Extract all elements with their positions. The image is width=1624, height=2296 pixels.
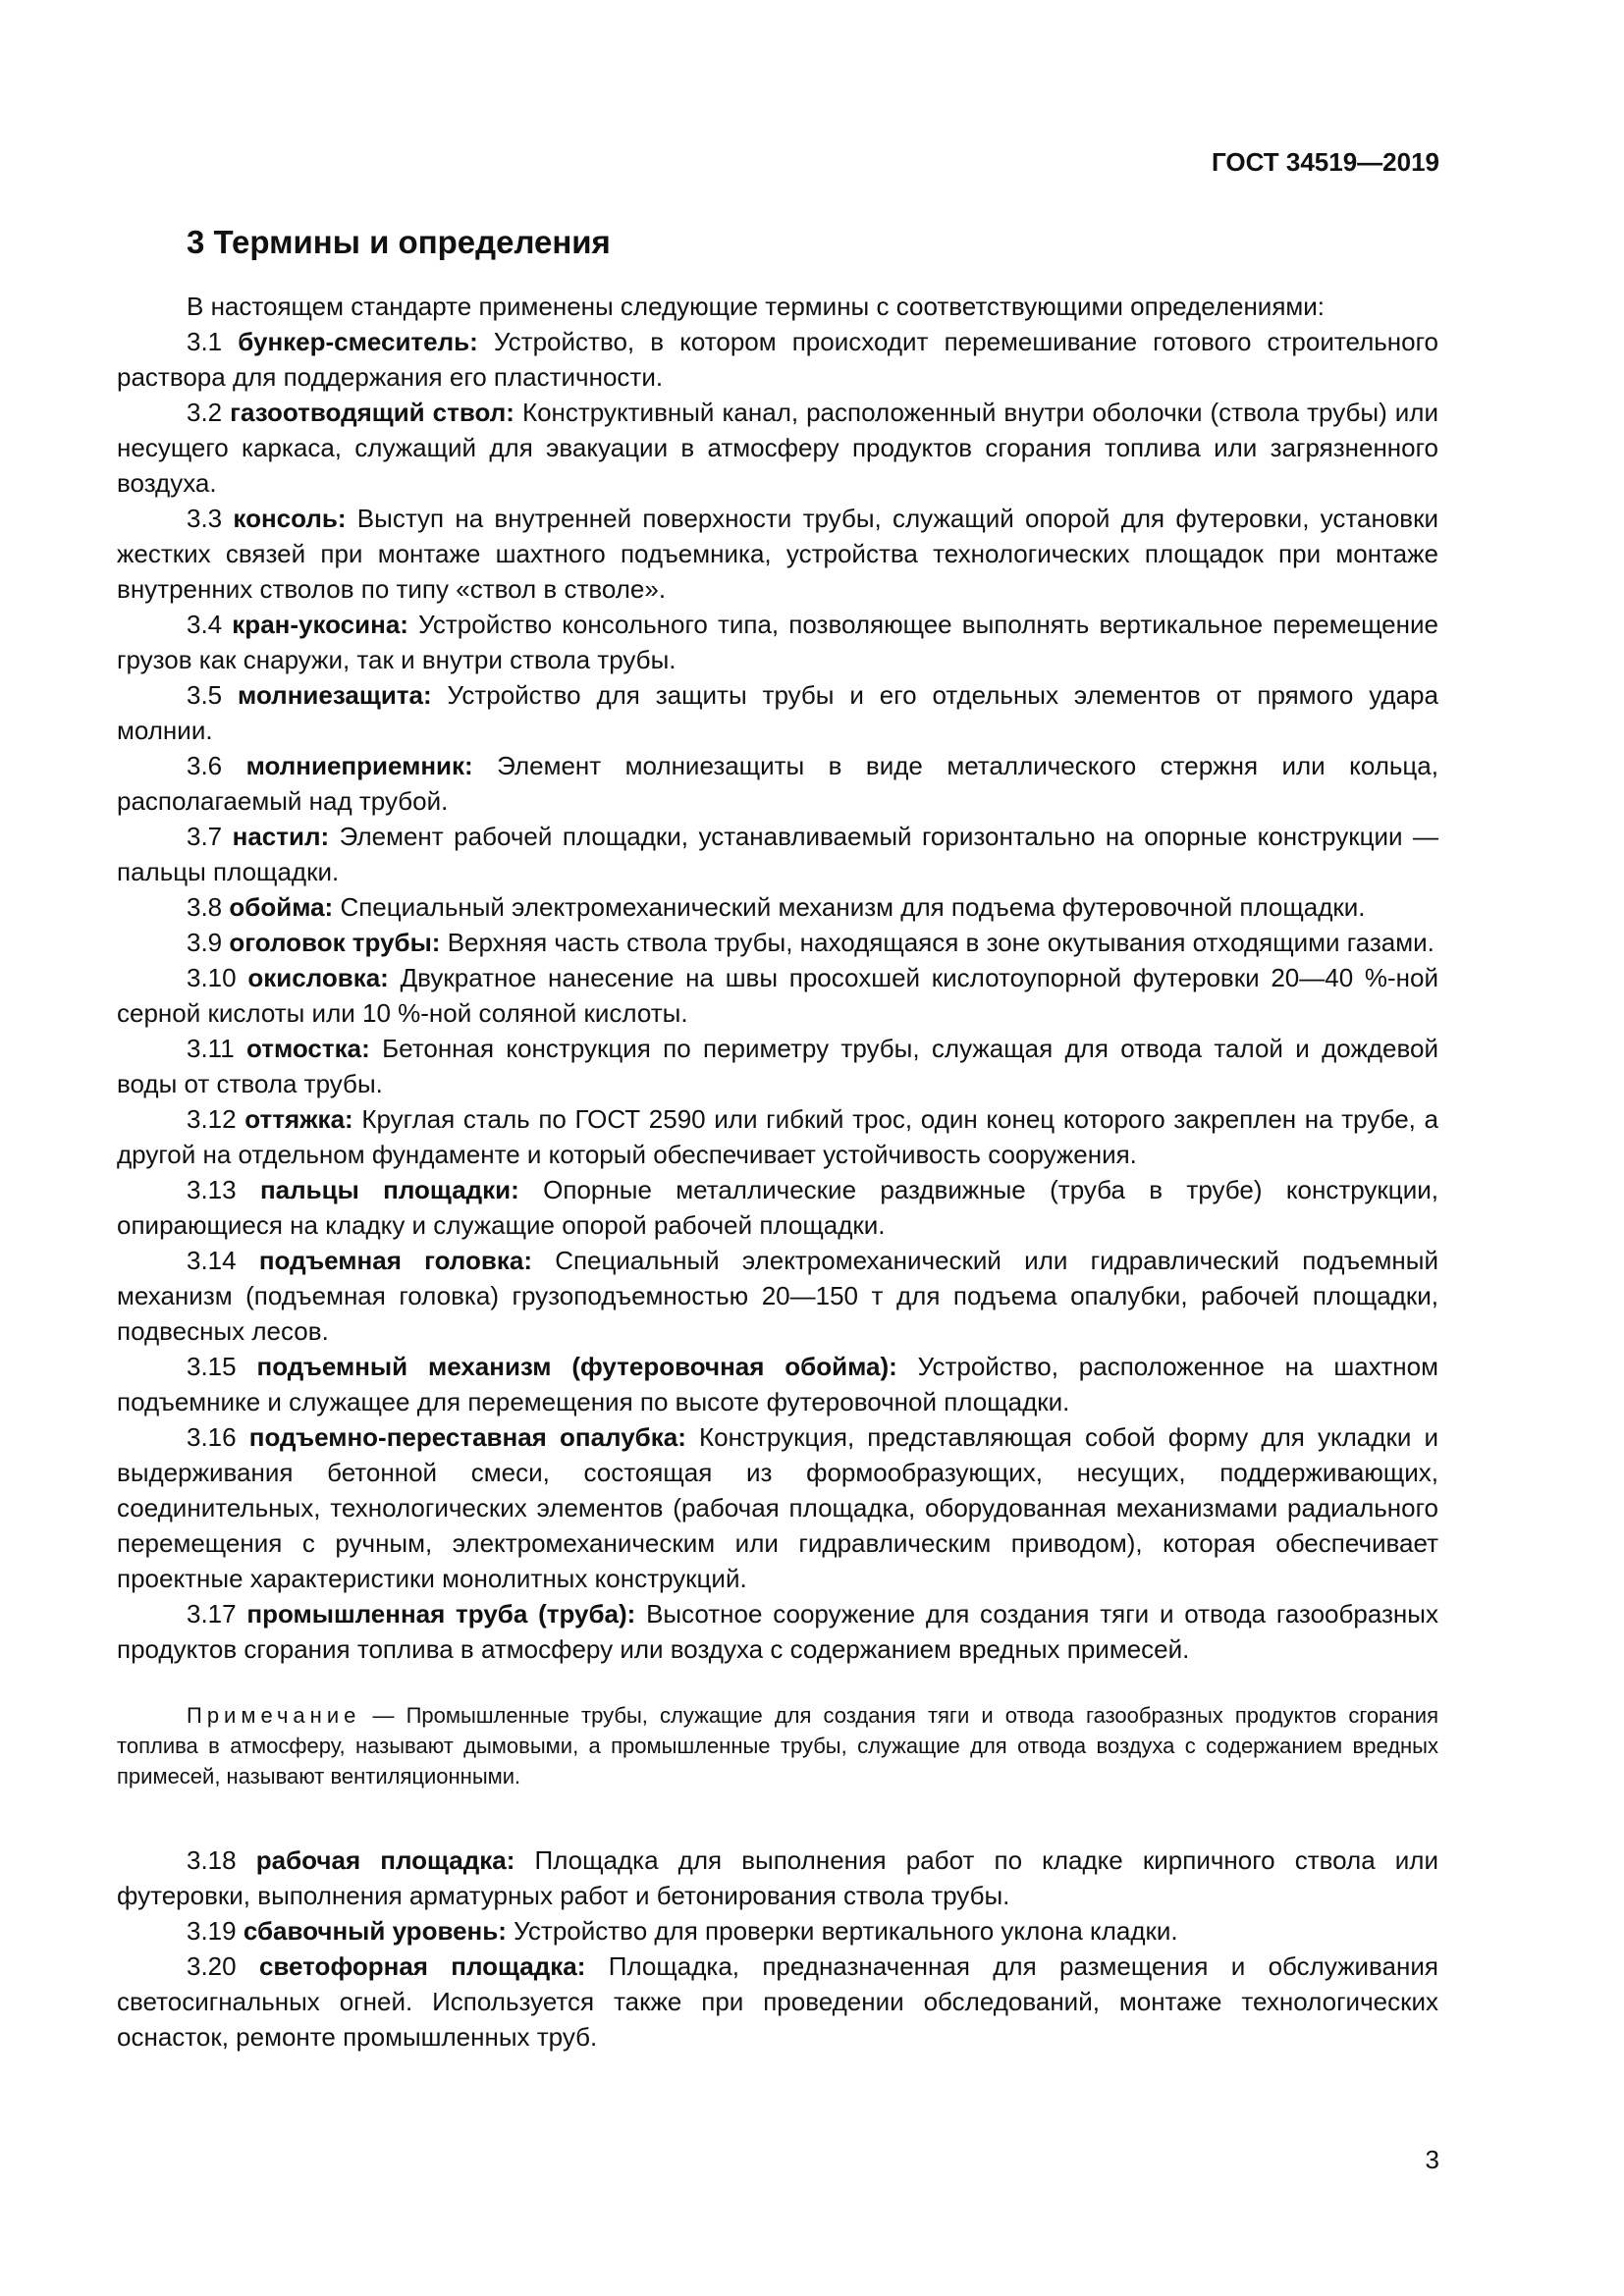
term-name: молниеприемник: — [245, 751, 473, 780]
term-name: промышленная труба (труба): — [246, 1599, 636, 1629]
term-entry — [117, 395, 1438, 501]
term-name: кран-укосина: — [232, 610, 408, 639]
term-entry — [117, 501, 1438, 607]
term-number: 3.17 — [187, 1599, 237, 1629]
term-entry — [117, 1172, 1438, 1243]
term-number: 3.4 — [187, 610, 223, 639]
term-entry — [117, 960, 1438, 1031]
section-title: 3 Термины и определения — [187, 224, 611, 260]
terms-list-continued — [117, 1842, 1438, 2055]
term-number: 3.12 — [187, 1104, 237, 1134]
term-definition: Верхняя часть ствола трубы, находящаяся в зоне окутывания отходящими газами. — [447, 928, 1435, 957]
term-name: бункер-смеситель: — [238, 327, 478, 356]
term-definition: Устройство, в котором происходит перемешивание готового строительного раствора для поддержания его пластичности. — [117, 327, 1438, 392]
term-definition: Устройство консольного типа, позволяющее выполнять вертикальное перемещение грузов как снаружи, так и внутри ствола трубы. — [117, 610, 1438, 674]
term-definition: Устройство для защиты трубы и его отдельных элементов от прямого удара молнии. — [117, 680, 1438, 745]
term-number: 3.14 — [187, 1246, 237, 1275]
term-entry — [117, 925, 1438, 960]
page-number: 3 — [1425, 2145, 1439, 2174]
term-number: 3.19 — [187, 1916, 237, 1946]
term-entry — [117, 1842, 1438, 1913]
term-definition: Устройство для проверки вертикального уклона кладки. — [514, 1916, 1178, 1946]
term-definition: Элемент молниезащиты в виде металлического стержня или кольца, располагаемый над трубой. — [117, 751, 1438, 816]
term-entry — [117, 607, 1438, 677]
term-entry — [117, 1419, 1438, 1596]
term-number: 3.6 — [187, 751, 223, 780]
note-paragraph — [117, 1700, 1438, 1791]
term-entry — [117, 1596, 1438, 1667]
term-number: 3.9 — [187, 928, 223, 957]
term-entry — [117, 1949, 1438, 2055]
term-number: 3.7 — [187, 822, 223, 851]
term-number: 3.15 — [187, 1352, 237, 1381]
term-name: подъемная головка: — [258, 1246, 532, 1275]
note-label: Примечание — [187, 1703, 361, 1728]
term-name: настил: — [232, 822, 330, 851]
term-name: пальцы площадки: — [259, 1175, 519, 1204]
term-definition: Специальный электромеханический механизм для подъема футеровочной площадки. — [340, 892, 1366, 922]
term-name: светофорная площадка: — [258, 1951, 586, 1981]
term-definition: Площадка, предназначенная для размещения и обслуживания светосигнальных огней. Используется также при проведении обследований, монтаже технологических оснасток, ремонте промышленных труб. — [117, 1951, 1438, 2052]
term-definition: Конструкция, представляющая собой форму для укладки и выдерживания бетонной смеси, состоящая из формообразующих, несущих, поддерживающих, соединительных, технологических элементов (рабочая площадка, оборудованная механизмами радиального перемещения с ручным, электромеханическим или гидравлическим приводом), которая обеспечивает проектные характеристики монолитных конструкций. — [117, 1422, 1439, 1593]
term-entry — [117, 1031, 1438, 1101]
term-entry — [117, 889, 1438, 925]
term-entry — [117, 748, 1438, 819]
term-definition: Бетонная конструкция по периметру трубы, служащая для отвода талой и дождевой воды от ствола трубы. — [117, 1034, 1438, 1098]
term-number: 3.10 — [187, 963, 237, 992]
term-entry — [117, 1349, 1438, 1419]
intro-paragraph: В настоящем стандарте применены следующие термины с соответствующими определениями: — [187, 292, 1326, 321]
term-definition: Элемент рабочей площадки, устанавливаемый горизонтально на опорные конструкции — пальцы площадки. — [117, 822, 1438, 886]
term-number: 3.5 — [187, 680, 223, 710]
term-definition: Конструктивный канал, расположенный внутри оболочки (ствола трубы) или несущего каркаса, служащий для эвакуации в атмосферу продуктов сгорания топлива или загрязненного воздуха. — [117, 398, 1438, 498]
section-content — [117, 289, 1438, 2055]
term-name: рабочая площадка: — [255, 1845, 515, 1875]
term-name: консоль: — [233, 504, 347, 533]
term-name: подъемный механизм (футеровочная обойма): — [256, 1352, 897, 1381]
term-definition: Двукратное нанесение на швы просохшей кислотоупорной футеровки 20—40 %-ной серной кислоты или 10 %-ной соляной кислоты. — [117, 963, 1439, 1028]
term-name: обойма: — [229, 892, 334, 922]
term-entry — [117, 1913, 1438, 1949]
term-number: 3.2 — [187, 398, 223, 427]
term-number: 3.1 — [187, 327, 223, 356]
term-definition: Круглая сталь по ГОСТ 2590 или гибкий трос, один конец которого закреплен на трубе, а другой на отдельном фундаменте и который обеспечивает устойчивость сооружения. — [117, 1104, 1438, 1169]
term-name: отмостка: — [246, 1034, 370, 1063]
term-entry — [117, 324, 1438, 395]
term-definition: Выступ на внутренней поверхности трубы, служащий опорой для футеровки, установки жестких связей при монтаже шахтного подъемника, устройства технологических площадок при монтаже внутренних стволов по типу «ствол в стволе». — [117, 504, 1438, 604]
term-definition: Устройство, расположенное на шахтном подъемнике и служащее для перемещения по высоте футеровочной площадки. — [117, 1352, 1438, 1416]
term-entry — [117, 1101, 1438, 1172]
note-text: — Промышленные трубы, служащие для создания тяги и отвода газообразных продуктов сгорания топлива в атмосферу, называют дымовыми, а промышленные трубы, служащие для отвода воздуха с содержанием вредных примесей, называют вентиляционными. — [117, 1703, 1438, 1789]
term-definition: Площадка для выполнения работ по кладке кирпичного ствола или футеровки, выполнения арматурных работ и бетонирования ствола трубы. — [117, 1845, 1439, 1910]
term-name: газоотводящий ствол: — [230, 398, 514, 427]
term-definition: Специальный электромеханический или гидравлический подъемный механизм (подъемная головка) грузоподъемностью 20—150 т для подъема опалубки, рабочей площадки, подвесных лесов. — [117, 1246, 1438, 1346]
term-name: молниезащита: — [238, 680, 432, 710]
term-definition: Высотное сооружение для создания тяги и отвода газообразных продуктов сгорания топлива в атмосферу или воздуха с содержанием вредных примесей. — [117, 1599, 1438, 1664]
term-number: 3.16 — [187, 1422, 237, 1452]
term-entry — [117, 1243, 1438, 1349]
term-number: 3.11 — [187, 1034, 235, 1063]
term-number: 3.13 — [187, 1175, 237, 1204]
term-number: 3.8 — [187, 892, 223, 922]
terms-list — [117, 324, 1438, 1667]
term-name: сбавочный уровень: — [243, 1916, 507, 1946]
term-name: окисловка: — [247, 963, 389, 992]
term-number: 3.3 — [187, 504, 223, 533]
term-name: оголовок трубы: — [229, 928, 441, 957]
term-number: 3.18 — [187, 1845, 237, 1875]
term-name: подъемно-переставная опалубка: — [248, 1422, 686, 1452]
term-definition: Опорные металлические раздвижные (труба в трубе) конструкции, опирающиеся на кладку и служащие опорой рабочей площадки. — [117, 1175, 1438, 1240]
standard-header: ГОСТ 34519—2019 — [1212, 147, 1439, 177]
term-number: 3.20 — [187, 1951, 237, 1981]
term-entry — [117, 677, 1438, 748]
term-name: оттяжка: — [244, 1104, 353, 1134]
term-entry — [117, 819, 1438, 889]
